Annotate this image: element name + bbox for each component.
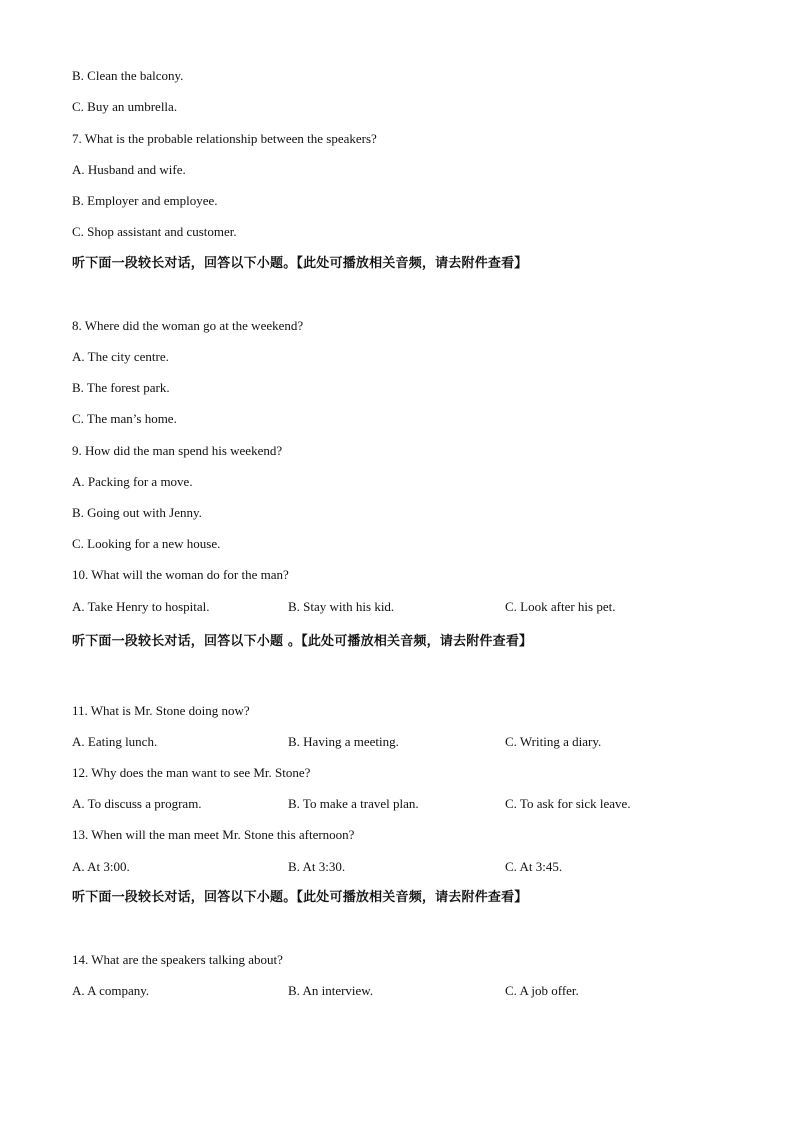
listening-instruction-2: 听下面一段较长对话，回答以下小题 。【此处可播放相关音频，请去附件查看】 [72,634,533,649]
q13-question: 13. When will the man meet Mr. Stone this afternoon? [72,827,355,842]
q10-option-a: A. Take Henry to hospital. [72,599,210,614]
q12-option-a: A. To discuss a program. [72,796,202,811]
q8-option-c: C. The man’s home. [72,411,177,426]
q11-question: 11. What is Mr. Stone doing now? [72,703,250,718]
q6-option-c: C. Buy an umbrella. [72,99,178,114]
q9-option-c: C. Looking for a new house. [72,536,221,551]
q13-option-c: C. At 3:45. [505,859,563,874]
q7-option-b: B. Employer and employee. [72,193,218,208]
listening-instruction-1: 听下面一段较长对话，回答以下小题。【此处可播放相关音频，请去附件查看】 [72,256,528,271]
q12-options [72,796,772,812]
q8-question: 8. Where did the woman go at the weekend? [72,318,304,333]
q6-option-b: B. Clean the balcony. [72,68,184,83]
q14-option-a: A. A company. [72,983,150,998]
q9-question: 9. How did the man spend his weekend? [72,443,283,458]
q10-question: 10. What will the woman do for the man? [72,567,289,582]
q12-option-c: C. To ask for sick leave. [505,796,631,811]
q9-option-b: B. Going out with Jenny. [72,505,202,520]
q7-option-c: C. Shop assistant and customer. [72,224,237,239]
q12-question: 12. Why does the man want to see Mr. Stone? [72,765,311,780]
q13-option-a: A. At 3:00. [72,859,130,874]
q10-option-c: C. Look after his pet. [505,599,616,614]
q11-option-b: B. Having a meeting. [288,734,399,749]
q11-option-c: C. Writing a diary. [505,734,602,749]
q10-option-b: B. Stay with his kid. [288,599,395,614]
q11-option-a: A. Eating lunch. [72,734,158,749]
q7-question: 7. What is the probable relationship between the speakers? [72,131,377,146]
q9-option-a: A. Packing for a move. [72,474,193,489]
q14-question: 14. What are the speakers talking about? [72,952,283,967]
q11-options [72,734,772,750]
q8-option-b: B. The forest park. [72,380,170,395]
q8-option-a: A. The city centre. [72,349,169,364]
q7-option-a: A. Husband and wife. [72,162,186,177]
q14-options [72,983,772,999]
q13-options [72,859,772,875]
listening-instruction-3: 听下面一段较长对话，回答以下小题。【此处可播放相关音频，请去附件查看】 [72,890,528,905]
q14-option-b: B. An interview. [288,983,374,998]
q13-option-b: B. At 3:30. [288,859,346,874]
q12-option-b: B. To make a travel plan. [288,796,419,811]
q10-options [72,599,772,615]
q14-option-c: C. A job offer. [505,983,579,998]
